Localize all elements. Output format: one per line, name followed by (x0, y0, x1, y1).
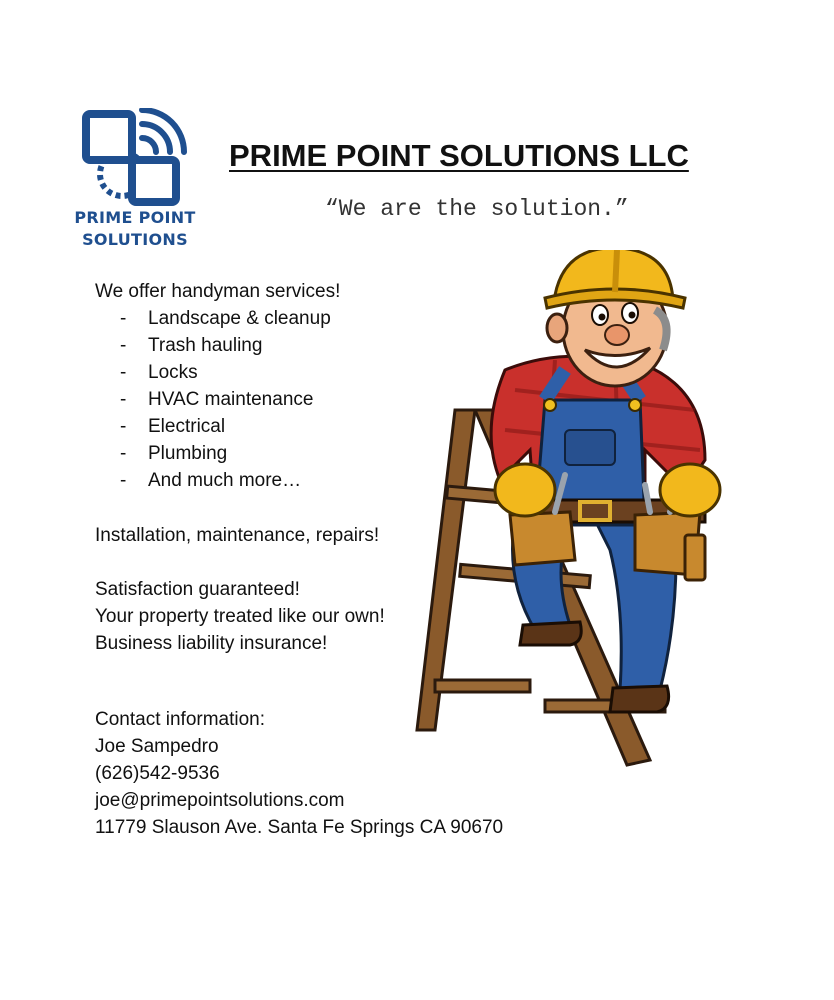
service-label: HVAC maintenance (148, 389, 314, 410)
promise-line: Satisfaction guaranteed! (95, 579, 300, 600)
promise-line: Business liability insurance! (95, 633, 328, 654)
promise-line: Your property treated like our own! (95, 606, 385, 627)
logo-squares-icon (80, 108, 190, 208)
list-item: - Trash hauling (120, 332, 331, 359)
list-item: - Locks (120, 359, 331, 386)
scope-text: Installation, maintenance, repairs! (95, 525, 380, 546)
company-logo (60, 100, 220, 260)
list-item: - Electrical (120, 413, 331, 440)
list-item: - HVAC maintenance (120, 386, 331, 413)
logo-text-line2: SOLUTIONS (82, 230, 188, 249)
contact-heading: Contact information: (95, 709, 266, 730)
list-item: - And much more… (120, 467, 331, 494)
service-label: Trash hauling (148, 335, 263, 356)
services-intro: We offer handyman services! (95, 281, 341, 302)
tagline: “We are the solution.” (325, 196, 629, 222)
promises-block (95, 576, 385, 657)
contact-email: joe@primepointsolutions.com (95, 790, 345, 811)
list-item: - Plumbing (120, 440, 331, 467)
contact-phone: (626)542-9536 (95, 763, 220, 784)
services-list (120, 305, 331, 494)
handyman-illustration (405, 250, 765, 780)
service-label: Landscape & cleanup (148, 308, 331, 329)
contact-address: 11779 Slauson Ave. Santa Fe Springs CA 90670 (95, 817, 504, 838)
service-label: Locks (148, 362, 198, 383)
logo-text-line1: PRIME POINT (74, 208, 196, 227)
page-title: PRIME POINT SOLUTIONS LLC (229, 138, 689, 173)
service-label: And much more… (148, 470, 302, 491)
service-label: Plumbing (148, 443, 228, 464)
service-label: Electrical (148, 416, 226, 437)
contact-name: Joe Sampedro (95, 736, 219, 757)
list-item: - Landscape & cleanup (120, 305, 331, 332)
